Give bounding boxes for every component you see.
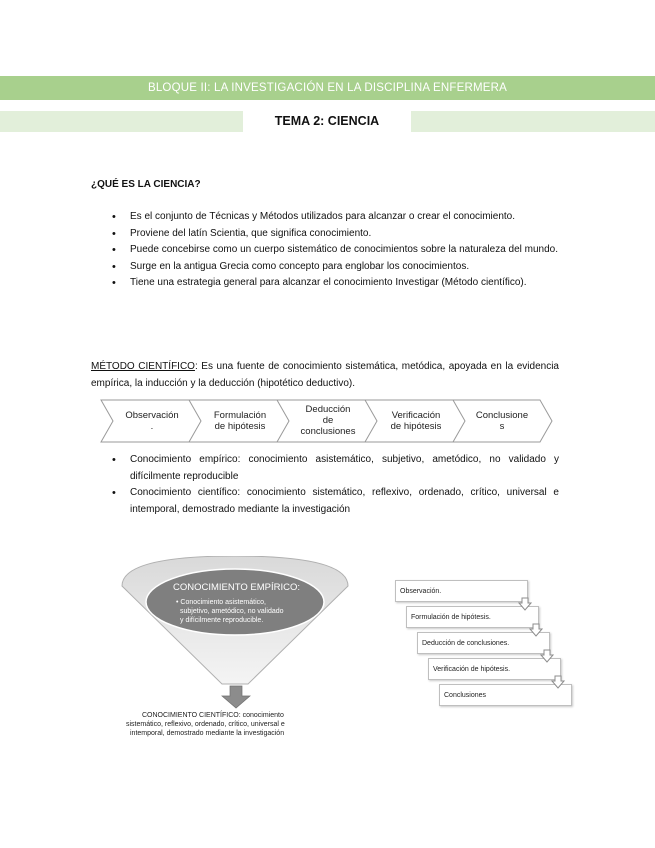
down-arrow-icon	[540, 649, 554, 663]
list-item: • Conocimiento científico: conocimiento sistemático, reflexivo, ordenado, crítico, universal e intemporal, demostrado mediante la investigación	[112, 485, 559, 518]
list-item: • Tiene una estrategia general para alcanzar el conocimiento Investigar (Método científico).	[112, 275, 559, 292]
flow-step	[291, 404, 365, 437]
funnel-bottom-line: intemporal, demostrado mediante la investigación	[130, 730, 285, 737]
list-item: • Es el conjunto de Técnicas y Métodos utilizados para alcanzar o crear el conocimiento.	[112, 209, 559, 226]
flow-step-line: conclusiones	[300, 426, 356, 437]
list-item: • Puede concebirse como un cuerpo sistemático de conocimientos sobre la naturaleza del mundo.	[112, 242, 559, 259]
funnel-bottom-line: sistemático, reflexivo, ordenado, crítico, universal e	[126, 721, 285, 728]
down-arrow-icon	[529, 623, 543, 637]
flow-step-line: Formulación	[213, 410, 267, 421]
funnel-title: CONOCIMIENTO EMPÍRICO:	[173, 582, 301, 593]
funnel-arrow-icon	[222, 686, 250, 708]
flow-step-line: de hipótesis	[214, 421, 266, 432]
down-arrow-icon	[518, 597, 532, 611]
tema-bar-right	[411, 111, 655, 132]
flow-step-line: Deducción	[305, 404, 351, 415]
funnel-text-line: y difícilmente reproducible.	[180, 617, 264, 624]
knowledge-funnel	[120, 556, 350, 746]
metodo-label: MÉTODO CIENTÍFICO	[91, 361, 195, 372]
list-item: • Conocimiento empírico: conocimiento asistemático, subjetivo, ametódico, no validado y difícilmente reproducible	[112, 452, 559, 485]
step-box: Observación.	[395, 580, 528, 602]
section-heading: ¿QUÉ ES LA CIENCIA?	[91, 179, 201, 190]
knowledge-list	[112, 452, 559, 518]
tema-title: TEMA 2: CIENCIA	[274, 114, 380, 128]
flow-step-line: de	[322, 415, 334, 426]
flow-step-line: Verificación	[391, 410, 441, 421]
funnel-graphic	[120, 556, 350, 741]
metodo-text: : Es una fuente de conocimiento sistemática, metódica, apoyada en la evidencia empírica, la inducción y la deducción (hipotético deductivo).	[91, 361, 559, 389]
flow-step-line: .	[150, 421, 154, 432]
down-arrow-icon	[551, 675, 565, 689]
flow-step-line: de hipótesis	[390, 421, 442, 432]
metodo-paragraph	[91, 359, 559, 392]
bloque-banner: BLOQUE II: LA INVESTIGACIÓN EN LA DISCIPLINA ENFERMERA	[0, 76, 655, 100]
step-box: Conclusiones	[439, 684, 572, 706]
funnel-text-line: subjetivo, ametódico, no validado	[180, 608, 284, 615]
flow-step	[379, 410, 453, 432]
step-box: Verificación de hipótesis.	[428, 658, 561, 680]
flow-step	[203, 410, 277, 432]
flow-step-line: s	[499, 421, 505, 432]
flow-step	[465, 410, 539, 432]
step-box: Formulación de hipótesis.	[406, 606, 539, 628]
flow-step-line: Observación	[125, 410, 179, 421]
flow-step-line: Conclusione	[475, 410, 529, 421]
tema-bar-left	[0, 111, 243, 132]
list-item: • Proviene del latín Scientia, que significa conocimiento.	[112, 226, 559, 243]
list-item: • Surge en la antigua Grecia como concepto para englobar los conocimientos.	[112, 259, 559, 276]
funnel-text-line: • Conocimiento asistemático,	[176, 599, 266, 606]
flow-step	[115, 410, 189, 432]
step-box: Deducción de conclusiones.	[417, 632, 550, 654]
definition-list	[112, 209, 559, 292]
funnel-bottom-line: CONOCIMIENTO CIENTÍFICO: conocimiento	[142, 712, 284, 719]
